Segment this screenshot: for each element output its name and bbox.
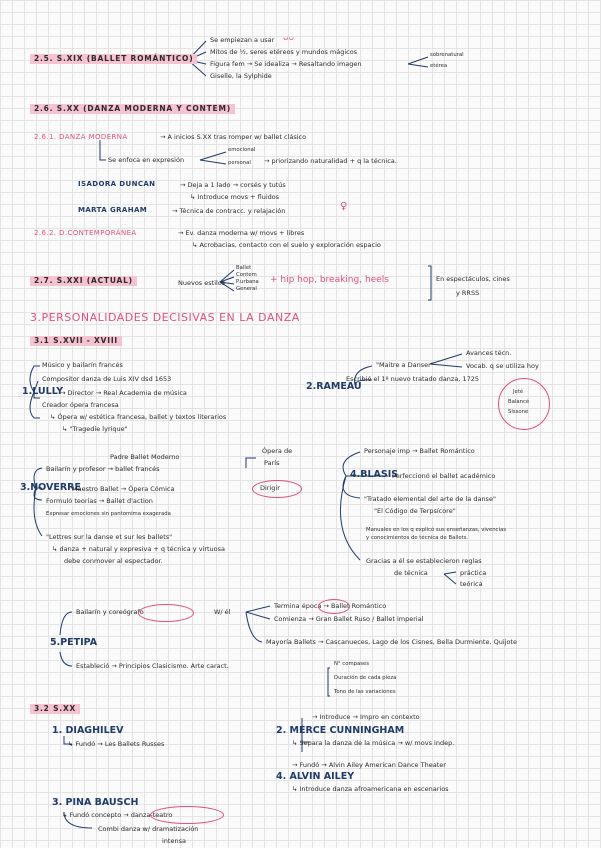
noverre-dirigir: Dirigir — [260, 484, 280, 492]
blasis-line7: Gracias a él se establecieron reglas — [366, 557, 482, 565]
bausch-line1: ↳ Fundó concepto → danza-teatro — [62, 811, 173, 819]
petipa-line1: Bailarín y coreógrafo — [76, 608, 144, 616]
bausch-name: 3. PINA BAUSCH — [52, 797, 139, 808]
contemporanea-title: 2.6.2. D.CONTEMPORÁNEA — [34, 229, 137, 237]
section-3-heading: 3.PERSONALIDADES DECISIVAS EN LA DANZA — [30, 311, 300, 324]
style-ballet: Ballet — [236, 265, 252, 271]
bausch-line3: intensa — [162, 837, 186, 845]
coreografo-circle — [138, 604, 194, 622]
dm-focus: Se enfoca en expresión — [108, 156, 185, 164]
noverre-line2: Bailarín y profesor → ballet francés — [46, 465, 160, 473]
style-general: General — [236, 286, 257, 292]
danza-moderna-title: 2.6.1. DANZA MODERNA — [34, 133, 128, 141]
noverre-opera2: París — [264, 459, 280, 467]
bausch-line2: Combi danza w/ dramatización — [98, 825, 199, 833]
diaghilev-line1: ↳ Fundó → Les Ballets Russes — [68, 740, 165, 748]
petipa-principle3: Tono de las variaciones — [334, 689, 396, 695]
vocab-jete: Jeté — [513, 389, 524, 395]
contemporanea-text2: ↳ Acrobacias, contacto con el suelo y exploración espacio — [192, 241, 381, 249]
new-styles: + hip hop, breaking, heels — [270, 275, 389, 285]
section-2-6-heading: 2.6. S.XX (DANZA MODERNA Y CONTEM) — [30, 104, 235, 114]
rameau-line2: Escribió el 1º nuevo tratado danza, 1725 — [346, 375, 479, 383]
isadora-text1: → Deja a 1 lado → corsés y tutús — [180, 181, 286, 189]
vocab-sissone: Sissone — [508, 409, 529, 415]
danza-teatro-circle — [150, 806, 224, 824]
petipa-line3: Comienza → Gran Ballet Ruso / Ballet imperial — [274, 615, 424, 623]
noverre-line7: ↳ danza + natural y expresiva + q técnica y virtuosa — [52, 545, 226, 553]
lully-line5: ↳ Ópera w/ estética francesa, ballet y textos literarios — [50, 413, 227, 421]
petipa-line1b: W/ él — [214, 608, 231, 616]
petipa-line2: Termina época → Ballet Romántico — [274, 602, 387, 610]
section-2-7-heading: 2.7. S.XXI (ACTUAL) — [30, 276, 137, 286]
s25-line2: Mitos de ½, seres etéreos y mundos mágicos — [210, 48, 358, 56]
ailey-line1: → Fundó → Alvin Ailey American Dance Theater — [292, 761, 446, 769]
noverre-line6: "Lettres sur la danse et sur les ballets" — [46, 533, 173, 541]
style-contem: Contem — [236, 272, 257, 278]
ailey-line2: ↳ Introduce danza afroamericana en escenarios — [292, 785, 449, 793]
noverre-line1: Padre Ballet Moderno — [110, 453, 180, 461]
blasis-line1: Personaje imp → Ballet Romántico — [364, 447, 475, 455]
petipa-name: 5.PETIPA — [50, 637, 98, 648]
section-3-2-heading: 3.2 S.XX — [30, 704, 80, 714]
noverre-line5: Expresar emociones sin pantomima exagerada — [46, 511, 171, 517]
danza-moderna-text: → A inicios S.XX tras romper w/ ballet clásico — [160, 133, 307, 141]
cunningham-line1: → Introduce → Impro en contexto — [312, 713, 420, 721]
diaghilev-name: 1. DIAGHILEV — [52, 725, 124, 736]
lully-line3: → Director → Real Academia de música — [60, 389, 187, 397]
dm-personal: personal — [228, 160, 251, 166]
isadora-text2: ↳ Introduce movs + fluidos — [190, 193, 280, 201]
rameau-name: 2.RAMEAU — [306, 381, 362, 392]
pointe-shoes-icon: ᴗᴗ — [283, 33, 295, 43]
blasis-line4: "El Código de Terpsícore" — [374, 507, 456, 515]
rameau-advance1: Avances técn. — [466, 349, 512, 357]
section-2-5-heading: 2.5. S.XIX (BALLET ROMÁNTICO) — [30, 54, 197, 64]
cunningham-line2: ↳ Separa la danza de la música → w/ movs indep. — [292, 739, 455, 747]
epoca-circle — [318, 599, 350, 614]
blasis-line8: de técnica — [394, 569, 428, 577]
lully-name: 1.LULLY — [22, 386, 64, 397]
noverre-line4: Formuló teorías → Ballet d'action — [46, 497, 153, 505]
lully-line6: ↳ "Tragedie lyrique" — [62, 425, 128, 433]
blasis-line5: Manuales en los q explicó sus enseñanzas, vivencias — [366, 527, 506, 533]
blasis-line6: y conocimientos de técnica de Ballets. — [366, 535, 469, 541]
rameau-advance2: Vocab. q se utiliza hoy — [466, 362, 539, 370]
blasis-name: 4.BLASIS — [350, 469, 399, 480]
dm-priority: → priorizando naturalidad + q la técnica. — [264, 157, 397, 165]
s25-line3a: sobrenatural — [430, 52, 464, 58]
style-urbana: P.urbana — [236, 279, 259, 285]
styles-label: Nuevos estilos — [178, 279, 226, 287]
noverre-opera1: Ópera de — [262, 447, 293, 455]
section-3-1-heading: 3.1 S.XVII - XVIII — [30, 336, 122, 346]
rameau-line1: "Maitre a Danser" — [376, 361, 434, 369]
lully-line4: Creador ópera francesa — [42, 401, 119, 409]
blasis-line10: teórica — [460, 580, 483, 588]
lully-line1: Músico y bailarín francés — [42, 361, 123, 369]
lully-line2: Compositor danza de Luis XIV dsd 1653 — [42, 375, 172, 383]
martha-graham-name: MARTA GRAHAM — [78, 206, 148, 214]
vocab-balance: Balancé — [508, 399, 530, 405]
s25-line1: Se empiezan a usar — [210, 36, 275, 44]
s25-line3: Figura fem → Se idealiza → Resaltando imagen — [210, 60, 362, 68]
cunningham-name: 2. MERCE CUNNINGHAM — [276, 725, 405, 736]
s25-line4: Giselle, la Sylphide — [210, 72, 272, 80]
shows-line2: y RRSS — [456, 289, 480, 297]
noverre-line8: debe conmover al espectador. — [64, 557, 163, 565]
shows-line1: En espectáculos, cines — [436, 275, 510, 283]
martha-text: → Técnica de contracc. y relajación — [172, 207, 286, 215]
petipa-principle2: Duración de cada pieza — [334, 675, 397, 681]
blasis-line9: práctica — [460, 569, 487, 577]
ailey-name: 4. ALVIN AILEY — [276, 771, 355, 782]
noverre-line3: Maestro Ballet → Ópera Cómica — [72, 485, 175, 493]
blasis-line3: "Tratado elemental del arte de la danse" — [364, 495, 496, 503]
contemporanea-text1: → Ev. danza moderna w/ movs + libres — [178, 229, 305, 237]
dm-emotional: emocional — [228, 147, 256, 153]
s25-line3b: etérea — [430, 63, 448, 69]
petipa-principle1: N° compases — [334, 661, 369, 667]
isadora-duncan-name: ISADORA DUNCAN — [78, 180, 156, 188]
blasis-line2: Perfeccionó el ballet académico — [392, 472, 496, 480]
petipa-line5: Estableció → Principios Clasicismo. Arte caract. — [76, 662, 229, 670]
noverre-name: 3.NOVERRE — [20, 482, 81, 493]
dancer-icon: ♀ — [340, 201, 348, 212]
petipa-line4: Mayoría Ballets → Cascanueces, Lago de los Cisnes, Bella Durmiente, Quijote — [266, 638, 517, 646]
